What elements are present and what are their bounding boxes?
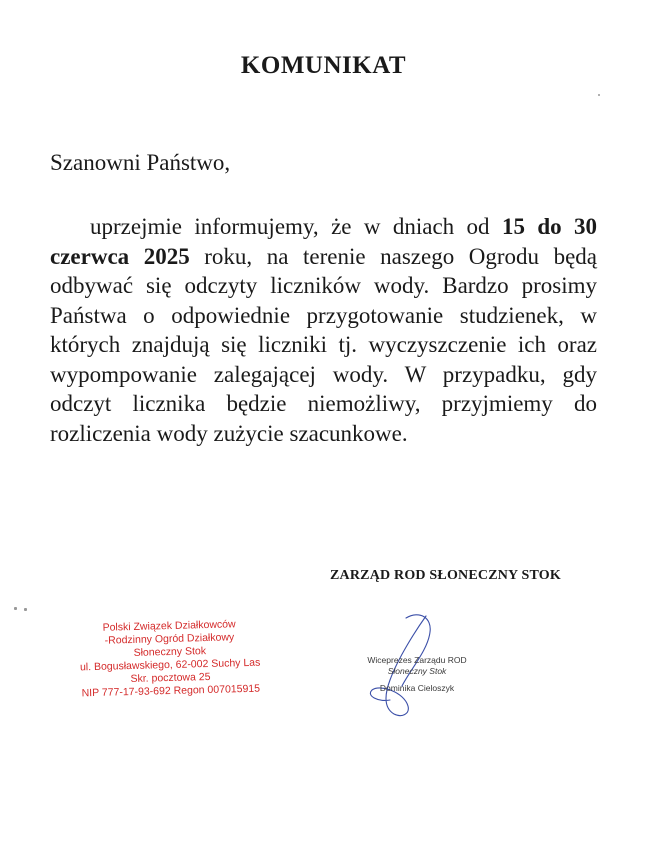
date-range: 15 do 30 czerwca 2025 — [50, 214, 597, 269]
scan-speck — [14, 607, 17, 610]
body-paragraph — [50, 212, 597, 448]
scan-speck — [24, 608, 27, 611]
sig-stamp-name: Dominika Cieloszyk — [379, 683, 455, 693]
document-title: KOMUNIKAT — [240, 52, 407, 79]
stamp-line: Skr. pocztowa 25 — [130, 670, 211, 686]
stamp-line: Słoneczny Stok — [133, 645, 207, 659]
greeting: Szanowni Państwo, — [50, 150, 231, 175]
sig-stamp-position: Wiceprezes Zarządu ROD — [367, 655, 467, 665]
sig-stamp-org: Słoneczny Stok — [387, 666, 447, 676]
stamp-line: Polski Związek Działkowców — [102, 618, 236, 634]
body-intro: uprzejmie informujemy, że w dniach od — [90, 214, 502, 239]
signature-stamp — [352, 655, 482, 694]
stamp-line: NIP 777-17-93-692 Regon 007015915 — [81, 682, 261, 700]
board-signature: ZARZĄD ROD SŁONECZNY STOK — [330, 568, 561, 583]
stamp-line: ul. Bogusławskiego, 62-002 Suchy Las — [79, 656, 261, 674]
red-stamp — [69, 617, 271, 700]
stamp-line: -Rodzinny Ogród Działkowy — [104, 631, 235, 647]
body-rest: roku, na terenie naszego Ogrodu będą odbywać się odczyty liczników wody. Bardzo prosimy Państwa o odpowiednie przygotowanie studzienek, w których znajdują się liczniki tj. wyczyszczenie ich oraz wypompowanie zalegającej wody. W przypadku, gdy odczyt licznika będzie niemożliwy, przyjmiemy do rozliczenia wody zużycie szacunkowe. — [50, 243, 597, 446]
scan-speck — [598, 94, 600, 96]
